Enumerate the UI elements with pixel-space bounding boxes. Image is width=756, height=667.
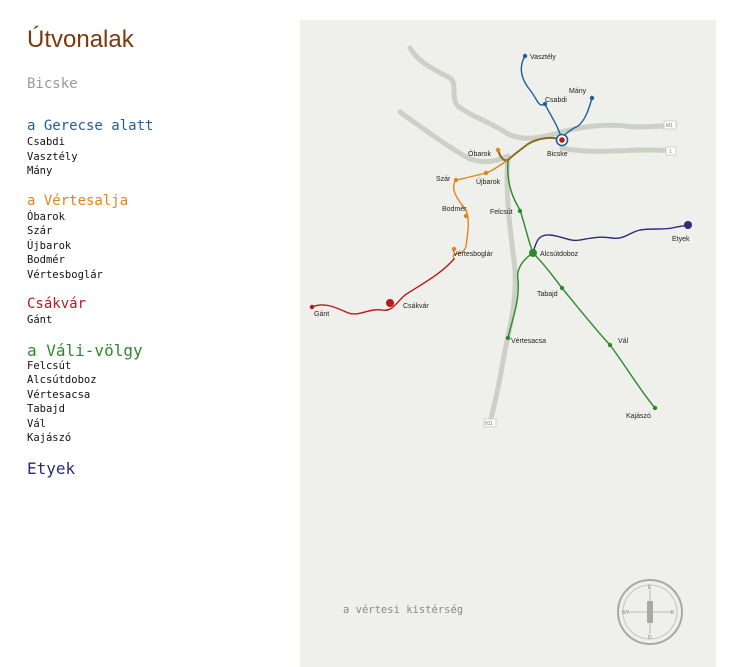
- compass-needle: [647, 601, 653, 623]
- map-label-vasztely: Vasztély: [530, 54, 556, 61]
- map-label-val: Vál: [618, 338, 629, 345]
- map-label-alcsutdoboz: Alcsútdoboz: [540, 251, 579, 258]
- stop-dot-tabajd[interactable]: [560, 286, 564, 290]
- route-group-vertesalja: [27, 193, 287, 283]
- map-label-obarok: Óbarok: [468, 151, 491, 158]
- compass-s: D: [648, 635, 652, 641]
- map-label-many: Mány: [569, 88, 587, 95]
- route-title-vali-volgy[interactable]: a Váli-völgy: [27, 340, 143, 360]
- stop-many[interactable]: Mány: [27, 165, 53, 177]
- compass-n: É: [648, 585, 652, 591]
- stop-vertesacsa[interactable]: Vértesacsa: [27, 388, 91, 401]
- stop-tabajd[interactable]: Tabajd: [27, 403, 65, 415]
- hub-bicske[interactable]: [557, 135, 568, 146]
- stop-kajaszo[interactable]: Kajászó: [27, 432, 72, 444]
- stop-dot-many[interactable]: [590, 96, 594, 100]
- stop-dot-felcsut[interactable]: [518, 209, 522, 213]
- stop-obarok[interactable]: Óbarok: [27, 210, 65, 223]
- route-map-svg: [300, 20, 716, 667]
- route-line-csakvar: [312, 259, 454, 314]
- stop-dot-vasztely[interactable]: [523, 54, 527, 58]
- map-label-vertesacsa: Vértesacsa: [511, 338, 547, 345]
- stop-dot-etyek[interactable]: [684, 221, 692, 229]
- road: [410, 48, 555, 138]
- map-label-tabajd: Tabajd: [537, 291, 558, 298]
- route-line-gerecse-many: [562, 98, 592, 140]
- map-label-bicske: Bicske: [547, 151, 568, 158]
- map-label-bodmer: Bodmér: [442, 206, 467, 213]
- route-line-etyek: [533, 225, 688, 253]
- road-tag-811: 811: [485, 421, 493, 427]
- stop-dot-vertesacsa[interactable]: [506, 336, 510, 340]
- map-label-felcsut: Felcsút: [490, 209, 513, 216]
- route-group-gerecse: [27, 118, 287, 179]
- stop-dot-kajaszo[interactable]: [653, 406, 657, 410]
- stop-ujbarok[interactable]: Újbarok: [27, 239, 72, 252]
- route-map: [300, 20, 716, 667]
- map-label-csakvar: Csákvár: [403, 303, 429, 310]
- route-group-vali-volgy: [27, 342, 287, 446]
- stop-bodmer[interactable]: Bodmér: [27, 254, 65, 266]
- stop-dot-gant[interactable]: [310, 305, 314, 309]
- map-label-vertesboglar: Vértesboglár: [453, 251, 493, 258]
- route-title-vertesalja[interactable]: a Vértesalja: [27, 192, 129, 209]
- stop-felcsut[interactable]: Felcsút: [27, 359, 72, 372]
- map-label-ujbarok: Újbarok: [476, 179, 501, 186]
- route-lines: [312, 56, 688, 408]
- route-group-etyek: [27, 460, 287, 477]
- compass-w: NY: [622, 610, 629, 616]
- stop-szar[interactable]: Szár: [27, 225, 53, 237]
- compass-e: K: [671, 610, 675, 616]
- route-title-csakvar[interactable]: Csákvár: [27, 296, 87, 312]
- stop-dot-csakvar[interactable]: [386, 299, 394, 307]
- road: [490, 158, 515, 422]
- map-label-szar: Szár: [436, 176, 451, 183]
- stop-dot-obarok[interactable]: [496, 148, 500, 152]
- compass-icon: [618, 580, 682, 644]
- stop-vasztely[interactable]: Vasztély: [27, 150, 78, 163]
- stop-dot-ujbarok[interactable]: [484, 171, 488, 175]
- stop-dot-bodmer[interactable]: [464, 214, 468, 218]
- stop-csabdi[interactable]: Csabdi: [27, 136, 65, 148]
- stop-dot-val[interactable]: [608, 343, 612, 347]
- stop-alcsutdoboz[interactable]: Alcsútdoboz: [27, 374, 97, 386]
- map-label-csabdi: Csabdi: [545, 97, 567, 104]
- road: [562, 148, 674, 151]
- page-title: Útvonalak: [27, 26, 134, 53]
- stop-gant[interactable]: Gánt: [27, 314, 53, 326]
- map-label-etyek: Etyek: [672, 236, 690, 243]
- route-start-bicske[interactable]: Bicske: [27, 76, 78, 92]
- stop-vertesboglar[interactable]: Vértesboglár: [27, 268, 103, 281]
- route-title-etyek[interactable]: Etyek: [27, 458, 76, 478]
- route-line-vali-volgy: [508, 160, 655, 408]
- stop-val[interactable]: Vál: [27, 417, 46, 430]
- route-group-csakvar: [27, 296, 287, 328]
- road: [400, 112, 508, 162]
- route-sidebar: [27, 26, 287, 491]
- hub-bicske-center: [559, 137, 565, 143]
- stop-dot-alcsutdoboz[interactable]: [529, 249, 537, 257]
- route-title-gerecse[interactable]: a Gerecse alatt: [27, 118, 154, 134]
- stop-dot-szar[interactable]: [454, 178, 458, 182]
- map-label-gant: Gánt: [314, 311, 330, 318]
- road-network: [400, 48, 675, 422]
- map-footer-title: a vértesi kistérség: [343, 604, 464, 616]
- road-tag-m1: M1: [666, 123, 673, 129]
- map-label-kajaszo: Kajászó: [626, 413, 651, 420]
- road-tag-1: 1: [669, 149, 672, 155]
